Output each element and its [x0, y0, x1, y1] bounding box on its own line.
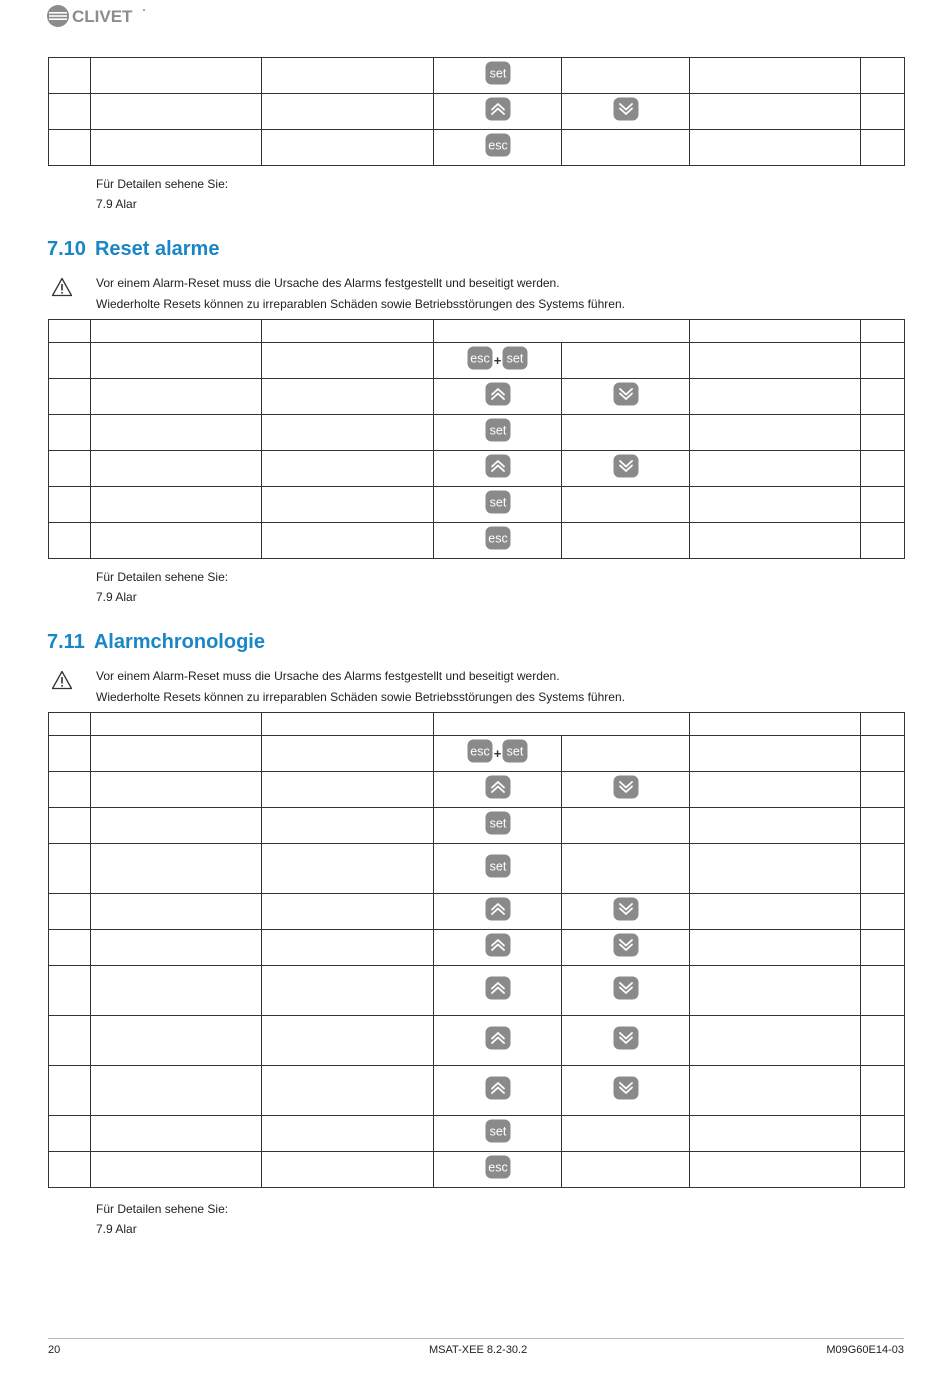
- up-arrow-key-icon: [485, 97, 511, 126]
- down-arrow-key-icon: [613, 976, 639, 1005]
- procedure-table-reset-alarme: [48, 319, 905, 559]
- reference-link[interactable]: 7.9 Alar: [96, 590, 137, 604]
- table-row: [49, 451, 905, 487]
- set-key-icon: [502, 739, 528, 768]
- table-row: [49, 808, 905, 844]
- svg-text:set: set: [489, 1124, 506, 1139]
- set-key-icon: [485, 811, 511, 840]
- set-key-icon: [485, 490, 511, 519]
- svg-text:set: set: [489, 66, 506, 81]
- svg-text:esc: esc: [487, 531, 508, 546]
- up-arrow-key-icon: [485, 897, 511, 926]
- esc-key-icon: [485, 133, 511, 162]
- set-key-icon: [485, 418, 511, 447]
- section-heading-7-10: [47, 238, 219, 261]
- svg-text:set: set: [489, 495, 506, 510]
- up-arrow-key-icon: [485, 976, 511, 1005]
- section-number: 7.11: [47, 631, 85, 653]
- table-row: [49, 379, 905, 415]
- reference-note: [96, 1199, 228, 1239]
- table-row: [49, 772, 905, 808]
- up-arrow-key-icon: [485, 454, 511, 483]
- plus-sign: +: [493, 353, 502, 368]
- table-header-row: [49, 713, 905, 736]
- warning-line-2: Wiederholte Resets können zu irreparablen Schäden sowie Betriebsstörungen des Systems führen.: [96, 297, 625, 311]
- table-header-row: [49, 320, 905, 343]
- esc-key-icon: [467, 346, 493, 375]
- down-arrow-key-icon: [613, 775, 639, 804]
- down-arrow-key-icon: [613, 897, 639, 926]
- procedure-table-alarmchronologie: [48, 712, 905, 1188]
- table-row: [49, 894, 905, 930]
- up-arrow-key-icon: [485, 933, 511, 962]
- footer-model: MSAT-XEE 8.2-30.2: [429, 1344, 528, 1356]
- down-arrow-key-icon: [613, 933, 639, 962]
- table-row: [49, 130, 905, 166]
- esc-key-icon: [485, 1155, 511, 1184]
- svg-text:esc: esc: [487, 1160, 508, 1175]
- table-row: [49, 523, 905, 559]
- svg-text:set: set: [489, 423, 506, 438]
- table-row: [49, 58, 905, 94]
- table-row: [49, 343, 905, 379]
- up-arrow-key-icon: [485, 1026, 511, 1055]
- warning-text: [96, 666, 625, 708]
- esc-key-icon: [485, 526, 511, 555]
- reference-note: [96, 174, 228, 214]
- reference-label: Für Detailen sehene Sie:: [96, 1202, 229, 1216]
- clivet-logo-mark: [46, 3, 146, 29]
- svg-text:esc: esc: [469, 351, 490, 366]
- warning-icon: [51, 670, 73, 695]
- section-title: Reset alarme: [94, 238, 220, 260]
- set-key-icon: [502, 346, 528, 375]
- table-row: [49, 736, 905, 772]
- section-number: 7.10: [47, 238, 86, 260]
- table-row: [49, 844, 905, 894]
- warning-icon: [51, 277, 73, 302]
- warning-line-1: Vor einem Alarm-Reset muss die Ursache des Alarms festgestellt und beseitigt werden.: [96, 276, 560, 290]
- table-row: [49, 930, 905, 966]
- esc-key-icon: [467, 739, 493, 768]
- footer-code: M09G60E14-03: [826, 1344, 904, 1356]
- table-row: [49, 1152, 905, 1188]
- down-arrow-key-icon: [613, 382, 639, 411]
- table-row: [49, 487, 905, 523]
- svg-text:esc: esc: [469, 744, 490, 759]
- footer-divider: [48, 1338, 904, 1339]
- set-key-icon: [485, 1119, 511, 1148]
- warning-text: [96, 273, 625, 315]
- table-row: [49, 94, 905, 130]
- up-arrow-key-icon: [485, 775, 511, 804]
- svg-text:set: set: [506, 351, 524, 366]
- table-row: [49, 1066, 905, 1116]
- section-title: Alarmchronologie: [93, 631, 265, 653]
- svg-text:set: set: [489, 859, 506, 874]
- reference-note: [96, 567, 228, 607]
- down-arrow-key-icon: [613, 1076, 639, 1105]
- down-arrow-key-icon: [613, 454, 639, 483]
- table-row: [49, 415, 905, 451]
- table-row: [49, 966, 905, 1016]
- svg-text:set: set: [506, 744, 524, 759]
- section-heading-7-11: [47, 631, 265, 654]
- up-arrow-key-icon: [485, 382, 511, 411]
- set-key-icon: [485, 854, 511, 883]
- reference-link[interactable]: 7.9 Alar: [96, 1222, 137, 1236]
- svg-text:esc: esc: [487, 138, 508, 153]
- procedure-table-1: [48, 57, 905, 166]
- down-arrow-key-icon: [613, 1026, 639, 1055]
- page-number: 20: [48, 1344, 61, 1356]
- table-row: [49, 1116, 905, 1152]
- warning-line-2: Wiederholte Resets können zu irreparablen Schäden sowie Betriebsstörungen des Systems führen.: [96, 690, 625, 704]
- table-row: [49, 1016, 905, 1066]
- svg-text:CLIVET: CLIVET: [72, 7, 133, 26]
- clivet-logo: [46, 3, 146, 29]
- up-arrow-key-icon: [485, 1076, 511, 1105]
- down-arrow-key-icon: [613, 97, 639, 126]
- warning-line-1: Vor einem Alarm-Reset muss die Ursache des Alarms festgestellt und beseitigt werden.: [96, 669, 560, 683]
- reference-label: Für Detailen sehene Sie:: [96, 177, 229, 191]
- reference-label: Für Detailen sehene Sie:: [96, 570, 229, 584]
- set-key-icon: [485, 61, 511, 90]
- svg-text:set: set: [489, 816, 506, 831]
- reference-link[interactable]: 7.9 Alar: [96, 197, 137, 211]
- plus-sign: +: [493, 746, 502, 761]
